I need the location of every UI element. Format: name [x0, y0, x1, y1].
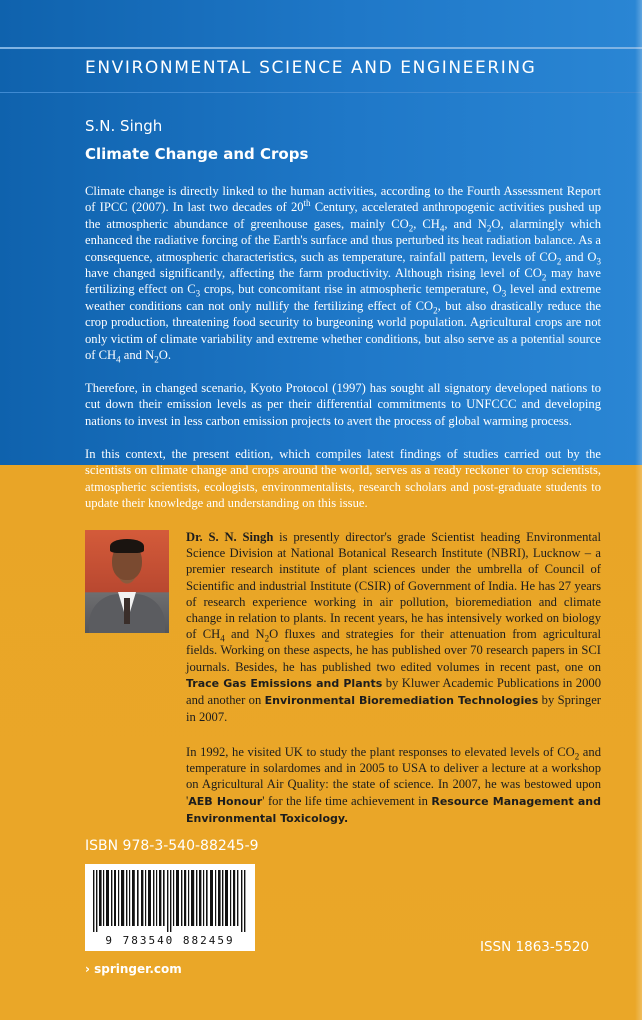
publisher-link[interactable]: › springer.com	[85, 962, 182, 976]
isbn-label: ISBN 978-3-540-88245-9	[85, 838, 259, 854]
author-name: Dr. S. N. Singh	[186, 530, 274, 544]
author-bio-paragraph-1: Dr. S. N. Singh is presently director's grade Scientist heading Environmental Science Division at National Botanical Research Institute (NBRI), Lucknow – a premier research institute of plant sciences under the umbrella of Council of Scientific and industrial Institute (CSIR) of Government of India. He has 27 years of research experience working in air pollution, bioremediation and climate change in relation to plants. In recent years, he has intensively worked on biology of $CH_4$ and $N_2O$ fluxes and strategies for their attenuation from agricultural fields. Working on these aspects, he has published over 70 research papers in SCI journals. Besides, he has published two edited volumes in recent past, one on Trace Gas Emissions and Plants by Kluwer Academic Publications in 2000 and another on Environmental Bioremediation Technologies by Springer in 2007.	[186, 530, 602, 725]
barcode-digits: 9 783540 882459	[105, 934, 235, 947]
spine-edge	[635, 0, 642, 1020]
author-photo	[85, 530, 169, 633]
barcode	[85, 864, 255, 951]
book-ref-2: Environmental Bioremediation Technologies	[264, 694, 539, 708]
award-field: Resource Management and Environmental Toxicology.	[186, 794, 601, 825]
award-name: AEB Honour	[188, 794, 263, 808]
blurb-paragraph-3	[85, 446, 601, 512]
series-title: ENVIRONMENTAL SCIENCE AND ENGINEERING	[85, 58, 537, 78]
blurb-paragraph-3-text: In this context, the present edition, which compiles latest findings of studies carried out by the scientists on climate change and crops around the world, serves as a ready reckoner to crop scientists, atmospheric scientists, ecologists, environmentalists, research scholars and post-graduate students to update their knowledge and understanding on this issue.	[85, 447, 601, 511]
book-author: S.N. Singh	[85, 117, 163, 135]
issn-label: ISSN 1863-5520	[480, 939, 590, 955]
header-rule-lower	[0, 92, 642, 93]
barcode-bars	[93, 870, 247, 932]
book-ref-1: Trace Gas Emissions and Plants	[186, 676, 383, 690]
book-title: Climate Change and Crops	[85, 145, 309, 163]
blurb-paragraph-1: Climate change is directly linked to the human activities, according to the Fourth Assessment Report of IPCC (2007). In last two decades of 20th Century, accelerated anthropogenic activities pushed up the atmospheric abundance of greenhouse gases, mainly $CO_2$, $CH_4$, and $N_2O$, alarmingly which enhanced the radiative forcing of the Earth's surface and thus perturbed its heat radiation balance. As a consequence, atmospheric characteristics, such as temperature, rainfall pattern, levels of $CO_2$ and $O_3$ have changed significantly, affecting the farm productivity. Although rising level of $CO_2$ may have fertilizing effect on $C_3$ crops, but concomitant rise in atmospheric temperature, $O_3$ level and extreme weather conditions can not only nullify the fertilizing effect of $CO_2$, but also drastically reduce the crop production, threatening food security to burgeoning world population. Agricultural crops are not only victim of climate variability and extreme whether conditions, but also serve as a potential source of $CH_4$ and $N_2O$.	[85, 184, 601, 365]
author-bio-paragraph-2: In 1992, he visited UK to study the plant responses to elevated levels of $CO_2$ and temperature in solardomes and in 2005 to USA to deliver a lecture at a workshop on Agricultural Air Quality: the state of science. In 2007, he was bestowed upon 'AEB Honour' for the life time achievement in Resource Management and Environmental Toxicology.	[186, 745, 601, 825]
header-rule	[0, 47, 642, 49]
blurb-paragraph-2: Therefore, in changed scenario, Kyoto Protocol (1997) has sought all signatory developed nations to cut down their emission levels as per their differential commitments to UNFCCC and developing nations to invest in less carbon emission projects to avert the process of global warming process.	[85, 381, 601, 428]
